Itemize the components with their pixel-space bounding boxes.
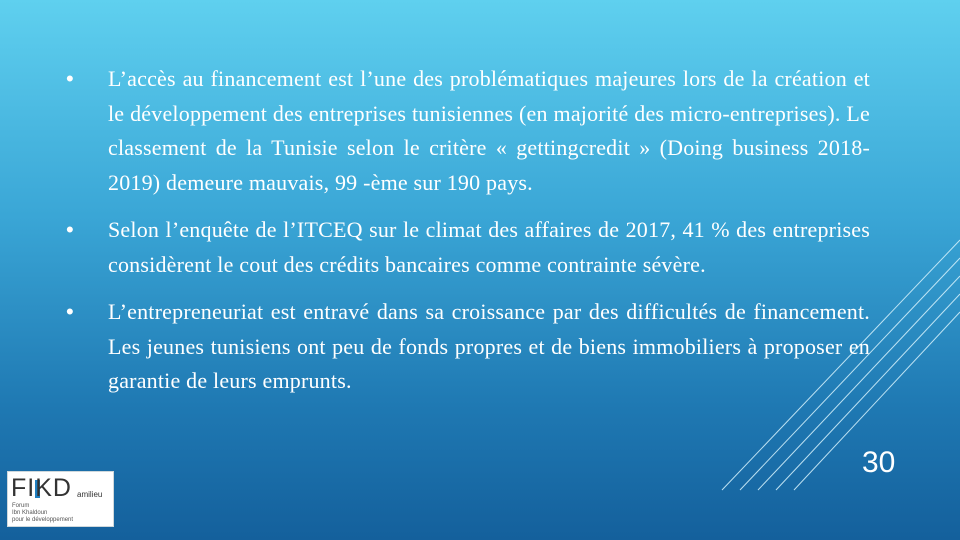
logo-wordmark: FIKD <box>11 474 72 502</box>
bullet-list <box>66 62 870 412</box>
bullet-item <box>66 295 870 399</box>
logo-line: pour le développement <box>12 517 74 523</box>
fikd-logo <box>7 471 114 527</box>
bullet-dot: • <box>66 66 74 91</box>
logo-line: Forum <box>12 503 30 509</box>
bullet-dot: • <box>66 217 74 242</box>
bullet-text: L’entrepreneuriat est entravé dans sa croissance par des difficultés de financement. Les jeunes tunisiens ont peu de fonds propres et de biens immobiliers à proposer en garantie de leurs emprunts. <box>108 299 870 393</box>
bullet-text: L’accès au financement est l’une des problématiques majeures lors de la création et le développement des entreprises tunisiennes (en majorité des micro-entreprises). Le classement de la Tunisie selon le critère « gettingcredit » (Doing business 2018-2019) demeure mauvais, 99 -ème sur 190 pays. <box>108 66 870 195</box>
logo-suffix: amilieu <box>77 490 103 499</box>
bullet-text: Selon l’enquête de l’ITCEQ sur le climat des affaires de 2017, 41 % des entreprises considèrent le cout des crédits bancaires comme contrainte sévère. <box>108 217 870 277</box>
bullet-dot: • <box>66 299 74 324</box>
logo-line: Ibn Khaldoun <box>12 510 48 516</box>
bullet-item <box>66 213 870 282</box>
page-number: 30 <box>862 446 896 479</box>
bullet-item <box>66 62 870 200</box>
